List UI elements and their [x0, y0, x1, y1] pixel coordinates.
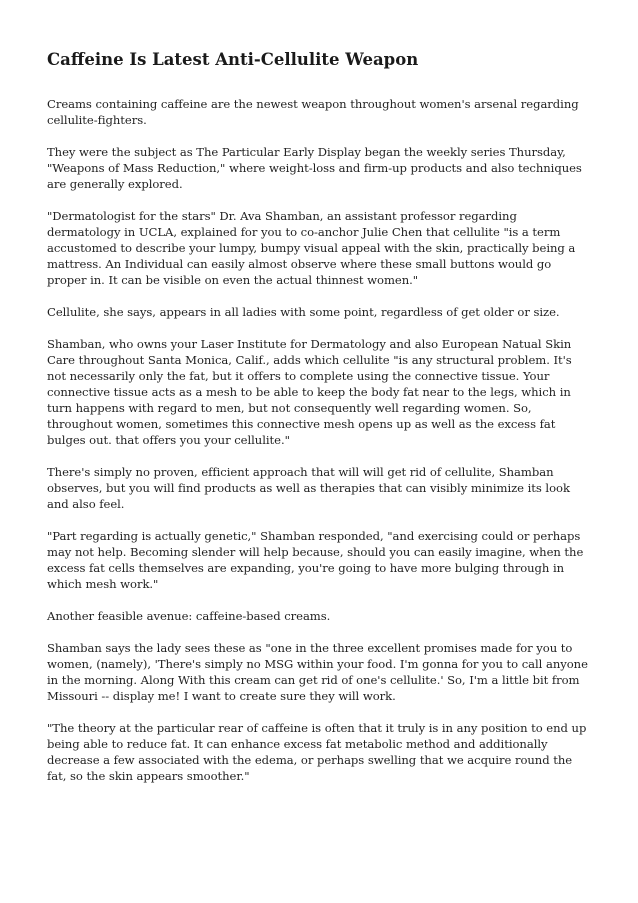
paragraph-6: There's simply no proven, efficient approach that will will get rid of cellulite, Shamban observes, but you will find products as well as therapies that can visibly minimize its look and also feel.	[47, 465, 570, 511]
paragraph-10: "The theory at the particular rear of caffeine is often that it truly is in any position to end up being able to reduce fat. It can enhance excess fat metabolic method and additionally decrease a few associated with the edema, or perhaps swelling that we acquire round the fat, so the skin appears smoother."	[47, 721, 587, 783]
document-page	[47, 49, 592, 800]
paragraph-8: Another feasible avenue: caffeine-based creams.	[47, 609, 331, 623]
document-title: Caffeine Is Latest Anti-Cellulite Weapon	[47, 50, 419, 69]
paragraph-4: Cellulite, she says, appears in all ladies with some point, regardless of get older or size.	[47, 305, 560, 319]
paragraph-7: "Part regarding is actually genetic," Shamban responded, "and exercising could or perhaps may not help. Becoming slender will help because, should you can easily imagine, when the excess fat cells themselves are expanding, you're going to have more bulging through in which mesh work."	[47, 529, 584, 591]
paragraph-5: Shamban, who owns your Laser Institute for Dermatology and also European Natual Skin Care throughout Santa Monica, Calif., adds which cellulite "is any structural problem. It's not necessarily only the fat, but it offers to complete using the connective tissue. Your connective tissue acts as a mesh to be able to keep the body fat near to the legs, which in turn happens with regard to men, but not consequently well regarding women. So, throughout women, sometimes this connective mesh opens up as well as the excess fat bulges out. that offers you your cellulite."	[47, 337, 572, 447]
paragraph-2: They were the subject as The Particular Early Display began the weekly series Thursday, "Weapons of Mass Reduction," where weight-loss and firm-up products and also techniques are generally explored.	[47, 145, 582, 191]
paragraph-1: Creams containing caffeine are the newest weapon throughout women's arsenal regarding cellulite-fighters.	[47, 97, 579, 127]
paragraph-3: "Dermatologist for the stars" Dr. Ava Shamban, an assistant professor regarding dermatology in UCLA, explained for you to co-anchor Julie Chen that cellulite "is a term accustomed to describe your lumpy, bumpy visual appeal with the skin, practically being a mattress. An Individual can easily almost observe where these small buttons would go proper in. It can be visible on even the actual thinnest women."	[47, 209, 576, 287]
paragraph-9: Shamban says the lady sees these as "one in the three excellent promises made for you to women, (namely), 'There's simply no MSG within your food. I'm gonna for you to call anyone in the morning. Along With this cream can get rid of one's cellulite.' So, I'm a little bit from Missouri -- display me! I want to create sure they will work.	[47, 641, 588, 703]
